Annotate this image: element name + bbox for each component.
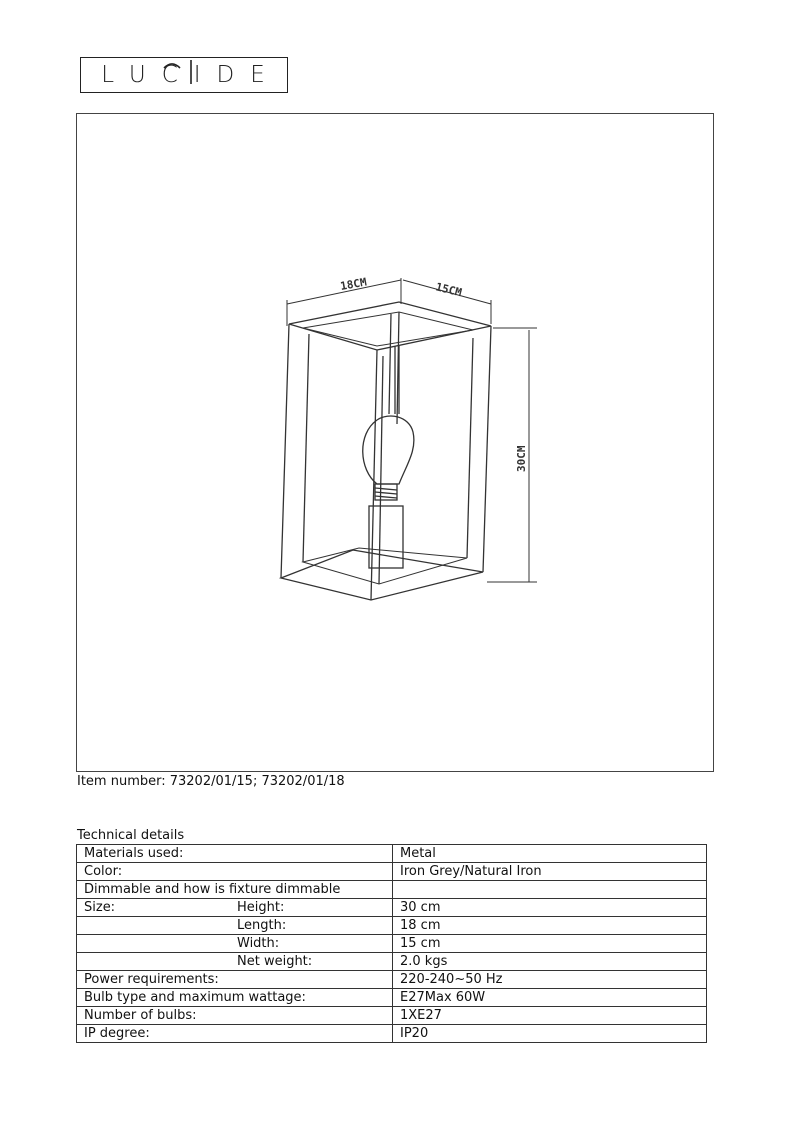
dim-depth-label: 15CM — [434, 280, 464, 300]
spec-label: Dimmable and how is fixture dimmable — [84, 882, 341, 897]
logo-accent-icon — [150, 58, 202, 100]
spec-value: Metal — [393, 845, 707, 863]
spec-label-cell — [77, 971, 393, 989]
table-row — [77, 989, 707, 1007]
spec-value: E27Max 60W — [393, 989, 707, 1007]
spec-label-cell — [77, 1025, 393, 1043]
spec-value: 2.0 kgs — [393, 953, 707, 971]
dim-height-label: 30CM — [515, 445, 528, 472]
table-row — [77, 863, 707, 881]
dim-width-label: 18CM — [339, 275, 368, 293]
spec-sublabel: Height: — [237, 900, 285, 915]
table-row — [77, 881, 707, 899]
spec-label-cell — [77, 917, 393, 935]
spec-value: 30 cm — [393, 899, 707, 917]
spec-label: Color: — [84, 864, 123, 879]
table-row — [77, 935, 707, 953]
spec-value: 15 cm — [393, 935, 707, 953]
spec-label-cell — [77, 953, 393, 971]
table-row — [77, 971, 707, 989]
brand-logo-text: LUCIDE — [101, 62, 281, 88]
spec-value: Iron Grey/Natural Iron — [393, 863, 707, 881]
table-row — [77, 917, 707, 935]
spec-label: IP degree: — [84, 1026, 150, 1041]
table-row — [77, 953, 707, 971]
spec-value: 1XE27 — [393, 1007, 707, 1025]
spec-label: Bulb type and maximum wattage: — [84, 990, 306, 1005]
spec-label-cell — [77, 845, 393, 863]
lamp-drawing — [77, 114, 713, 771]
spec-sublabel: Width: — [237, 936, 280, 951]
spec-label-cell — [77, 881, 393, 899]
table-row — [77, 1025, 707, 1043]
spec-label: Size: — [84, 900, 116, 915]
spec-label-cell — [77, 899, 393, 917]
spec-label: Power requirements: — [84, 972, 219, 987]
spec-label: Number of bulbs: — [84, 1008, 197, 1023]
table-row — [77, 1007, 707, 1025]
spec-sublabel: Length: — [237, 918, 287, 933]
technical-details-table — [76, 844, 707, 1043]
table-row — [77, 845, 707, 863]
spec-label-cell — [77, 863, 393, 881]
spec-label-cell — [77, 935, 393, 953]
spec-label: Materials used: — [84, 846, 184, 861]
spec-label-cell — [77, 989, 393, 1007]
spec-value: 18 cm — [393, 917, 707, 935]
spec-sublabel: Net weight: — [237, 954, 313, 969]
spec-label-cell — [77, 1007, 393, 1025]
drawing-frame — [76, 113, 714, 772]
table-row — [77, 899, 707, 917]
spec-value: IP20 — [393, 1025, 707, 1043]
spec-value — [393, 881, 707, 899]
item-number: Item number: 73202/01/15; 73202/01/18 — [77, 774, 345, 789]
spec-value: 220-240~50 Hz — [393, 971, 707, 989]
technical-details-title: Technical details — [77, 828, 185, 843]
